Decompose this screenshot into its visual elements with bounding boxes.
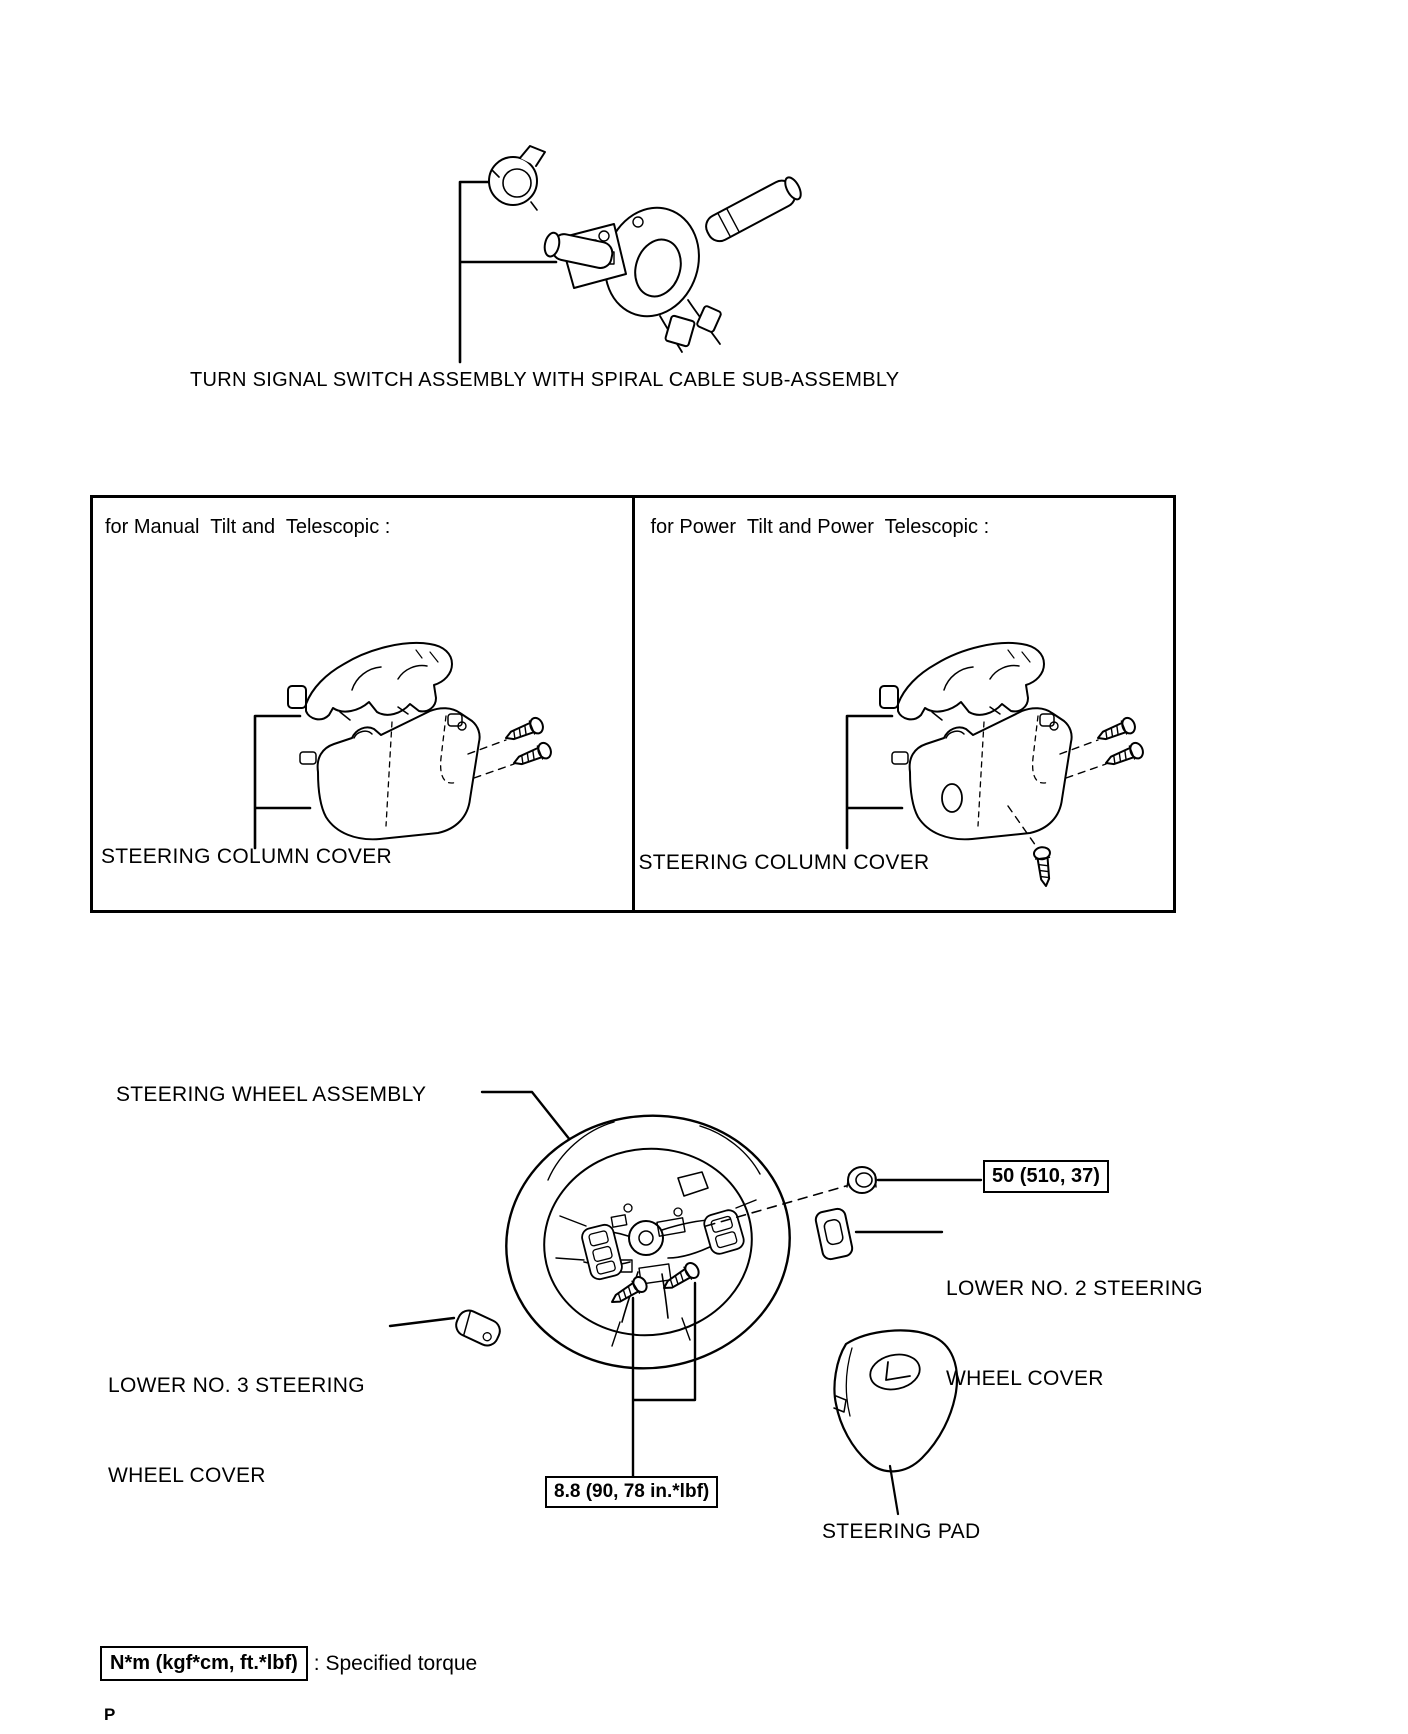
manual-tilt-header: for Manual Tilt and Telescopic : — [105, 516, 391, 538]
lower-no3-label-line1: LOWER NO. 3 STEERING — [108, 1374, 365, 1397]
screw-torque-spec-box: 8.8 (90, 78 in.*lbf) — [545, 1476, 718, 1508]
lower-no2-label-line1: LOWER NO. 2 STEERING — [946, 1277, 1203, 1300]
page-marker: P — [104, 1705, 116, 1724]
torque-legend — [100, 1646, 477, 1681]
nut-torque-spec-box: 50 (510, 37) — [983, 1160, 1109, 1193]
steering-wheel-illustration — [482, 1092, 846, 1476]
torque-unit-box: N*m (kgf*cm, ft.*lbf) — [100, 1646, 308, 1681]
steering-pad-illustration — [834, 1330, 957, 1514]
spiral-cable-ring-illustration — [489, 146, 545, 210]
lower-no3-steering-wheel-cover-label — [108, 1311, 365, 1551]
steering-wheel-assembly-label: STEERING WHEEL ASSEMBLY — [116, 1083, 427, 1106]
turn-signal-assembly-label: TURN SIGNAL SWITCH ASSEMBLY WITH SPIRAL CABLE SUB-ASSEMBLY — [190, 369, 900, 391]
lower-no3-cover-illustration — [453, 1307, 504, 1349]
lower-no2-steering-wheel-cover-label — [946, 1214, 1203, 1454]
lower-no3-label-line2: WHEEL COVER — [108, 1464, 266, 1487]
power-tilt-header: for Power Tilt and Power Telescopic : — [650, 516, 990, 538]
steering-wheel-nut-illustration — [847, 1167, 876, 1193]
lower-no2-label-line2: WHEEL COVER — [946, 1367, 1104, 1390]
torque-legend-description: : Specified torque — [313, 1651, 478, 1675]
steering-column-cover-label-right: STEERING COLUMN COVER — [638, 851, 930, 874]
column-cover-panels — [90, 495, 1176, 913]
manual-tilt-panel — [93, 498, 632, 910]
steering-pad-label: STEERING PAD — [822, 1520, 981, 1543]
steering-column-cover-label-left: STEERING COLUMN COVER — [101, 845, 392, 868]
turn-signal-switch-illustration — [460, 146, 805, 362]
lower-no2-cover-illustration — [814, 1207, 853, 1260]
power-tilt-panel — [632, 498, 1174, 910]
